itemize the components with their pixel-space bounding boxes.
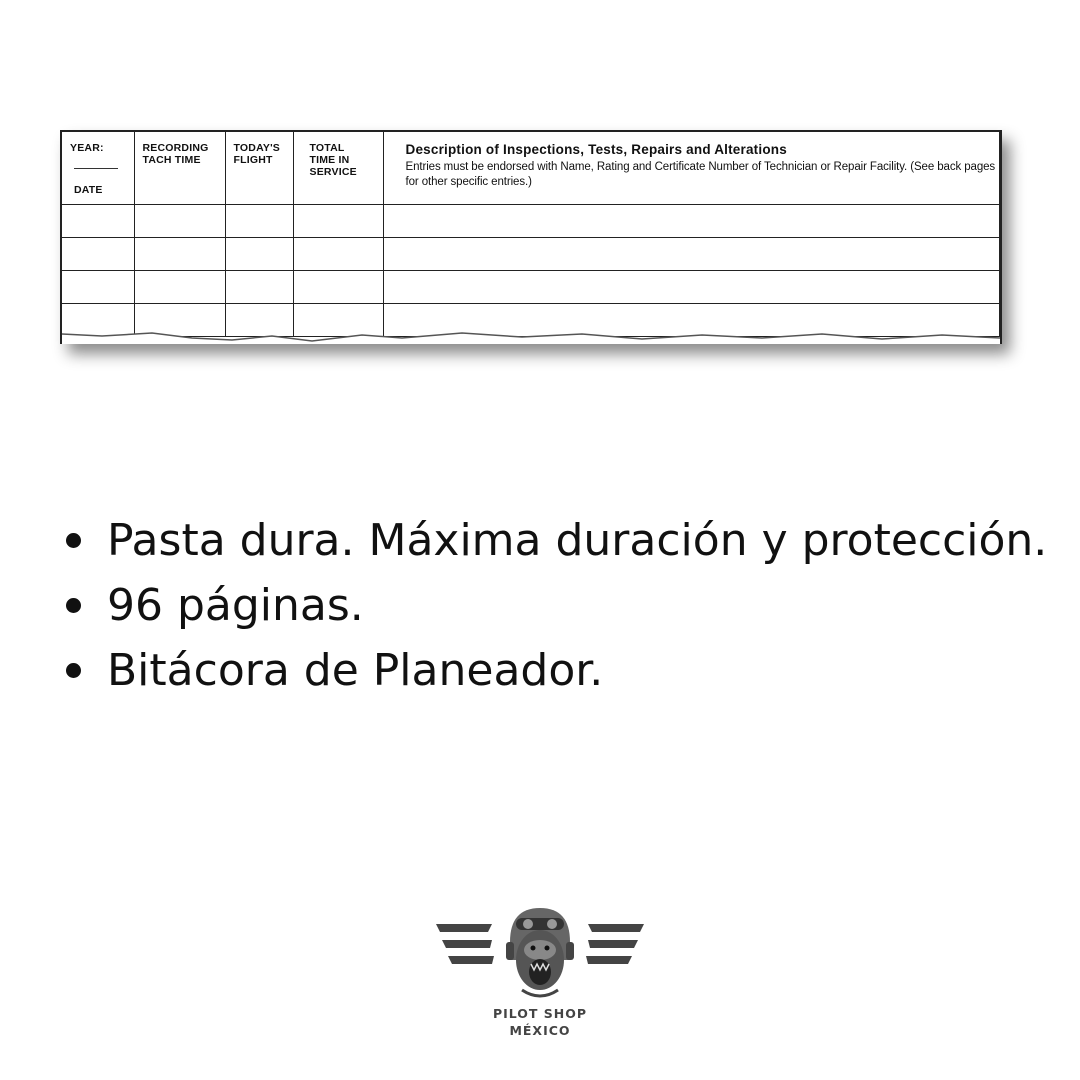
year-underline bbox=[74, 168, 118, 169]
description-note: Entries must be endorsed with Name, Rating and Certificate Number of Technician or Repair Facility. (See back pages for other specific entries.) bbox=[405, 161, 996, 188]
list-item: 96 páginas. bbox=[64, 573, 1047, 638]
feature-list bbox=[64, 508, 1047, 703]
todays-flight-header: TODAY'S FLIGHT bbox=[225, 132, 293, 204]
table-row bbox=[62, 204, 1000, 237]
recording-tach-time-header: RECORDING TACH TIME bbox=[134, 132, 225, 204]
logo-text-line2: MÉXICO bbox=[509, 1023, 571, 1038]
description-title: Description of Inspections, Tests, Repairs and Alterations bbox=[405, 142, 787, 157]
list-item: Pasta dura. Máxima duración y protección. bbox=[64, 508, 1047, 573]
total-time-in-service-header: TOTAL TIME IN SERVICE bbox=[293, 132, 383, 204]
table-row bbox=[62, 270, 1000, 303]
table-row bbox=[62, 237, 1000, 270]
pilot-shop-logo bbox=[432, 902, 648, 1042]
year-date-header bbox=[62, 132, 134, 204]
bullet-icon bbox=[66, 663, 81, 678]
logo-text-line1: PILOT SHOP bbox=[492, 1006, 588, 1021]
bullet-icon bbox=[66, 598, 81, 613]
logbook-table bbox=[62, 132, 1000, 337]
logbook-form-sample bbox=[60, 130, 1002, 344]
torn-paper-edge bbox=[62, 330, 1000, 344]
year-label: YEAR: bbox=[70, 142, 104, 154]
table-header-row bbox=[62, 132, 1000, 204]
gorilla-aviator-wings-icon bbox=[432, 902, 648, 1006]
date-label: DATE bbox=[74, 184, 103, 196]
description-header bbox=[383, 132, 1000, 204]
bullet-icon bbox=[66, 533, 81, 548]
list-item: Bitácora de Planeador. bbox=[64, 638, 1047, 703]
